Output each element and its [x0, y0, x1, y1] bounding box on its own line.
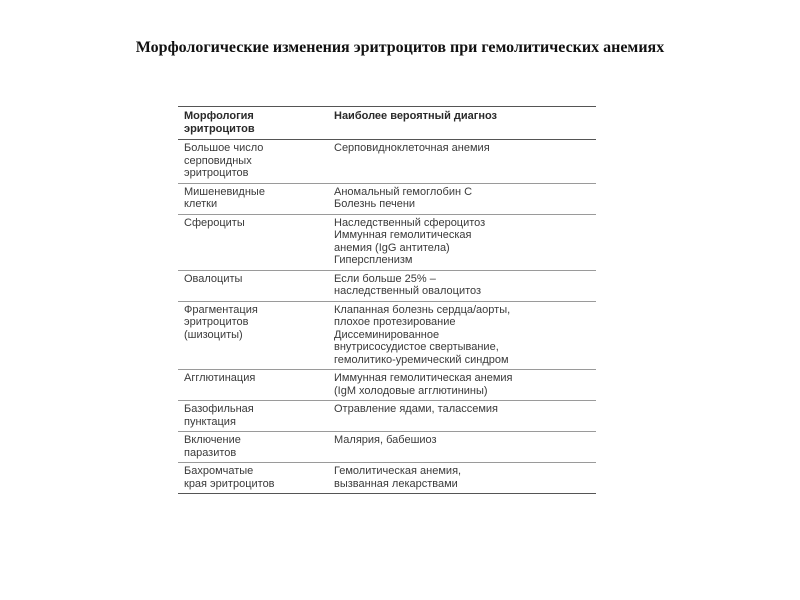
morphology-cell: Агглютинация [178, 370, 328, 401]
slide-title: Морфологические изменения эритроцитов при гемолитических анемиях [135, 39, 665, 56]
diagnosis-cell: Серповидноклеточная анемия [328, 140, 596, 184]
morphology-cell: Включение паразитов [178, 432, 328, 463]
diagnosis-cell: Отравление ядами, талассемия [328, 401, 596, 432]
diagnosis-cell: Гемолитическая анемия, вызванная лекарствами [328, 463, 596, 494]
header-diagnosis: Наиболее вероятный диагноз [328, 107, 596, 140]
table-row [178, 270, 596, 301]
diagnosis-cell: Если больше 25% – наследственный овалоцитоз [328, 270, 596, 301]
morphology-cell: Базофильная пунктация [178, 401, 328, 432]
morphology-diagnosis-table [178, 106, 596, 494]
diagnosis-cell: Малярия, бабешиоз [328, 432, 596, 463]
header-morphology: Морфология эритроцитов [178, 107, 328, 140]
morphology-cell: Фрагментация эритроцитов (шизоциты) [178, 301, 328, 370]
table-row [178, 140, 596, 184]
table-row [178, 401, 596, 432]
diagnosis-cell: Иммунная гемолитическая анемия (IgM холодовые агглютинины) [328, 370, 596, 401]
morphology-cell: Бахромчатые края эритроцитов [178, 463, 328, 494]
morphology-cell: Большое число серповидных эритроцитов [178, 140, 328, 184]
morphology-table-container [178, 106, 596, 494]
table-row [178, 183, 596, 214]
table-row [178, 301, 596, 370]
table-row [178, 370, 596, 401]
morphology-cell: Мишеневидные клетки [178, 183, 328, 214]
diagnosis-cell: Клапанная болезнь сердца/аорты, плохое протезирование Диссеминированное внутрисосудистое свертывание, гемолитико-уремический синдром [328, 301, 596, 370]
diagnosis-cell: Наследственный сфероцитоз Иммунная гемолитическая анемия (IgG антитела) Гиперспленизм [328, 214, 596, 270]
morphology-cell: Овалоциты [178, 270, 328, 301]
diagnosis-cell: Аномальный гемоглобин С Болезнь печени [328, 183, 596, 214]
table-header-row [178, 107, 596, 140]
table-row [178, 214, 596, 270]
table-row [178, 432, 596, 463]
table-row [178, 463, 596, 494]
morphology-cell: Сфероциты [178, 214, 328, 270]
